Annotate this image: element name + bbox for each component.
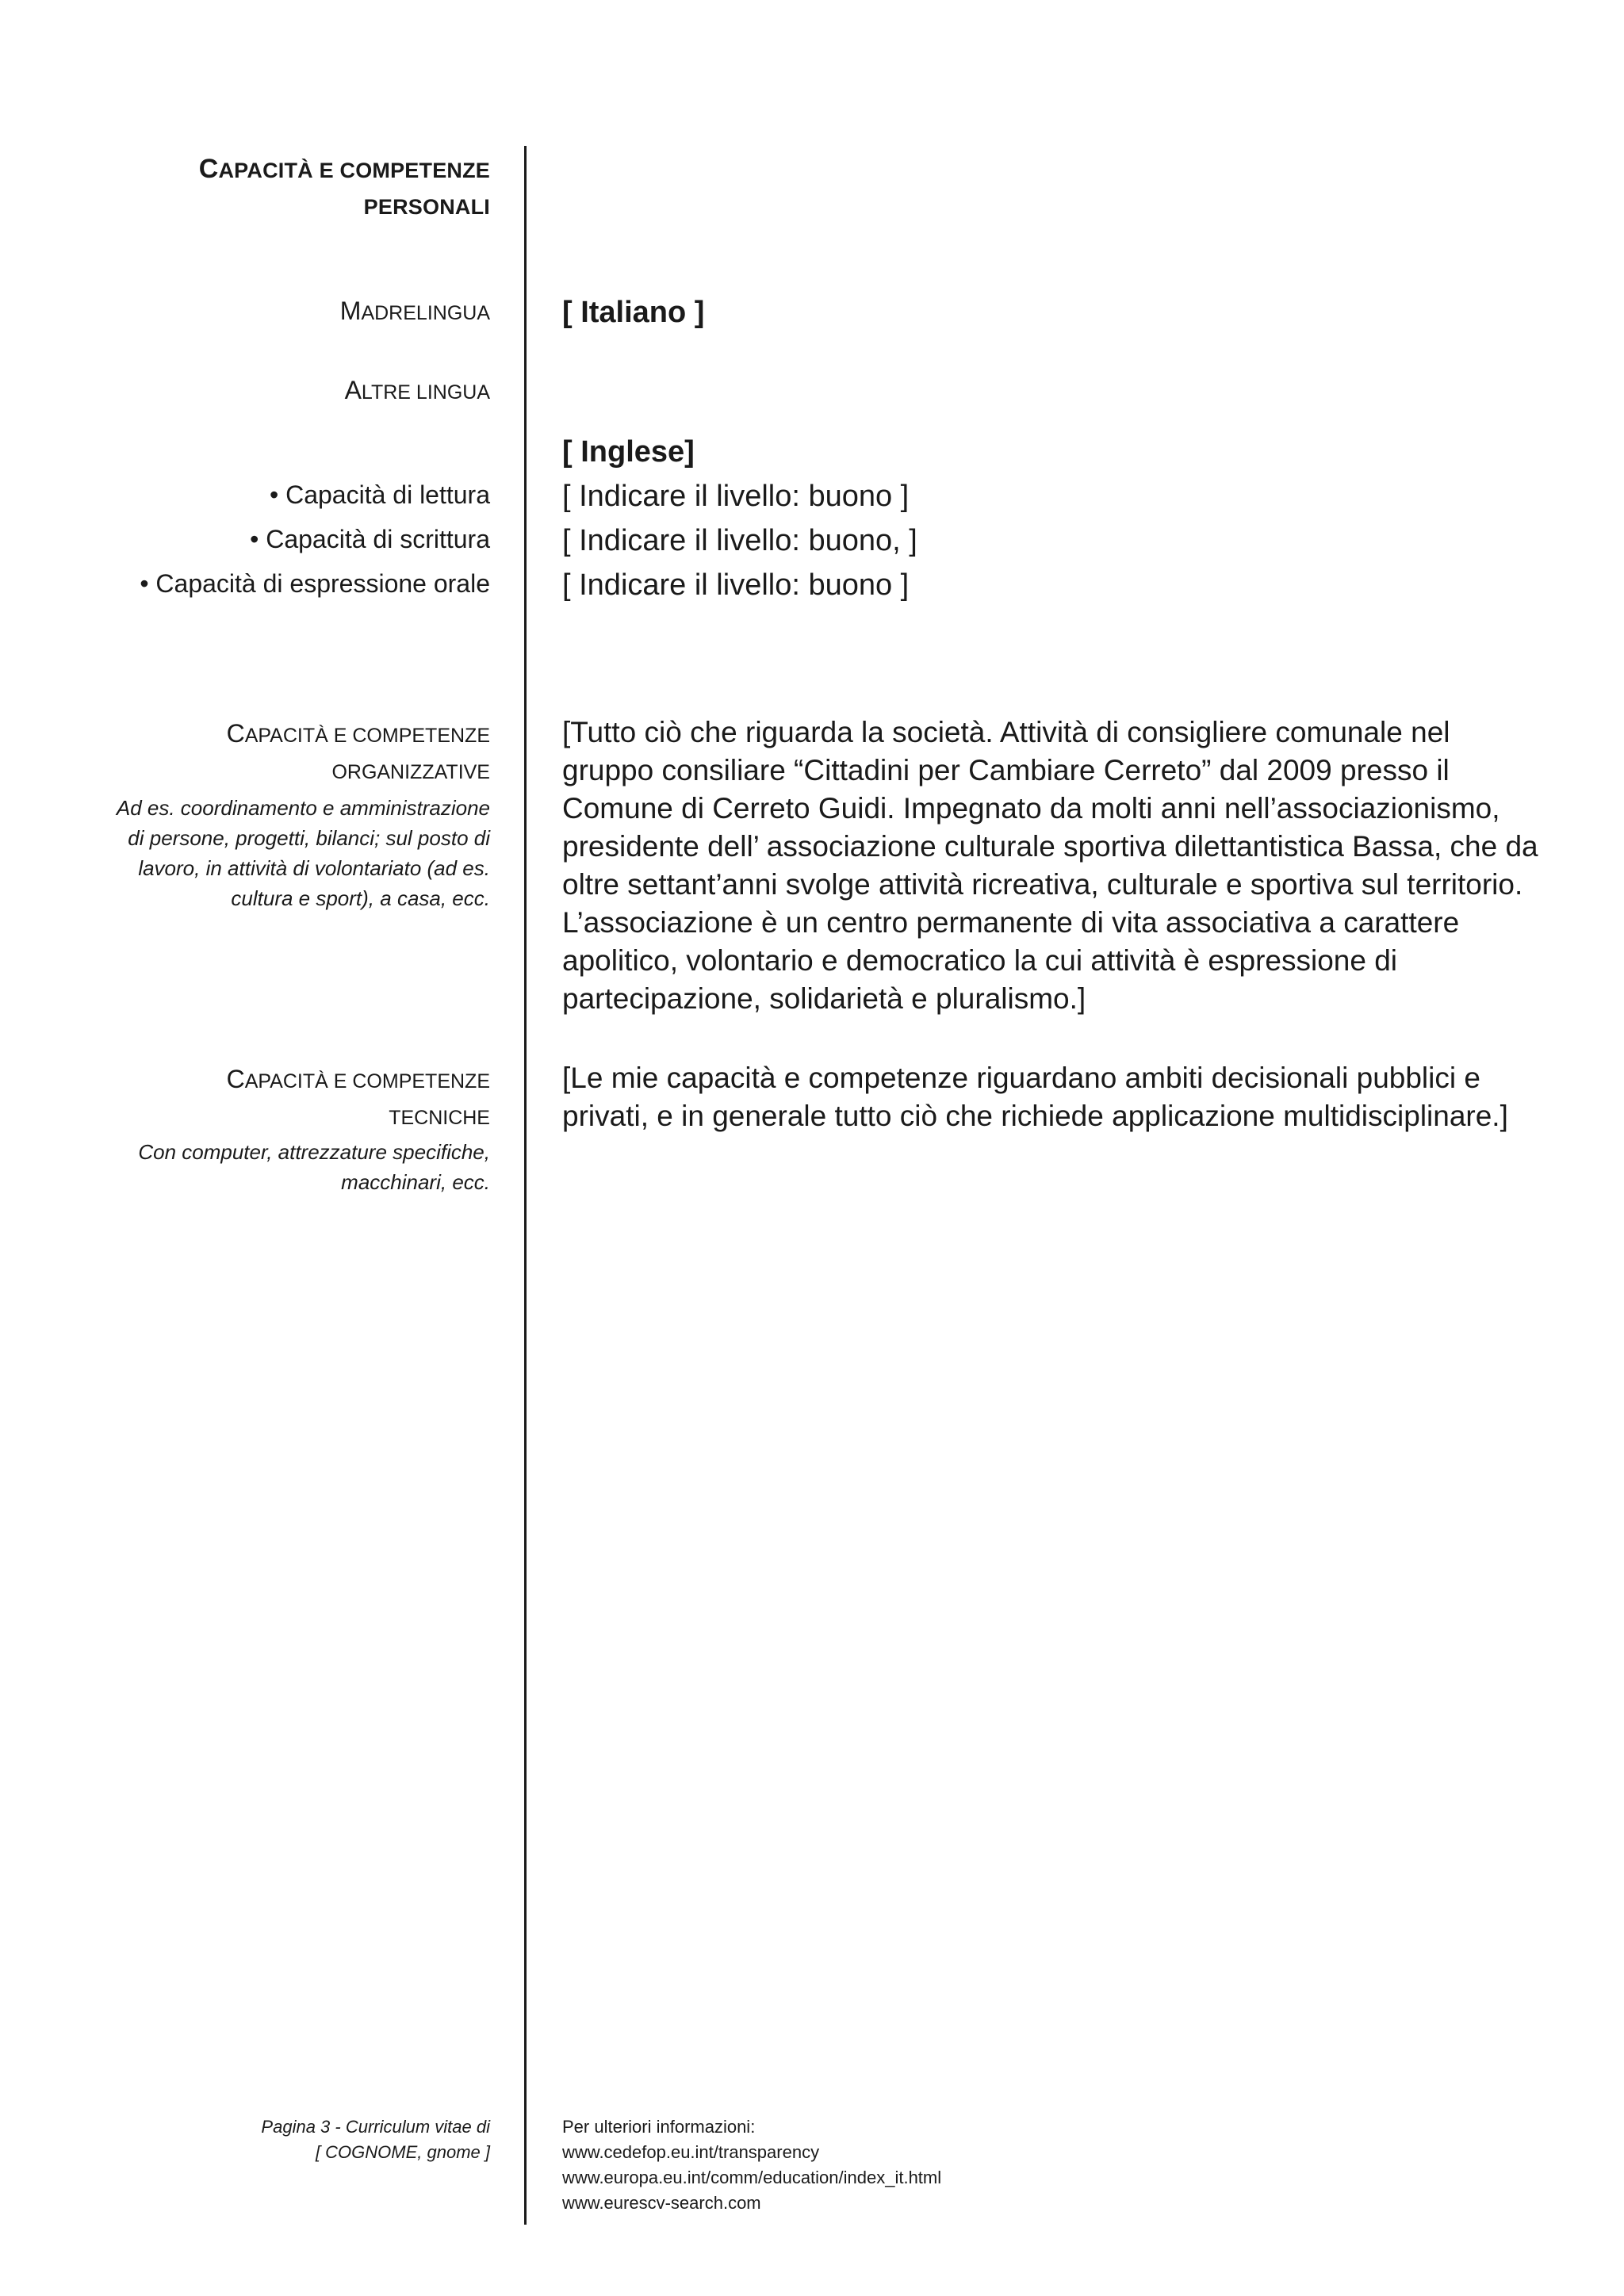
technical-skills-hint: Con computer, attrezzature specifiche, macchinari, ecc. (138, 1140, 490, 1194)
other-languages-label: ALTRE LINGUA (344, 376, 490, 404)
organizational-skills-heading: CAPACITÀ E COMPETENZE ORGANIZZATIVE (226, 719, 490, 783)
reading-skill-value: [ Indicare il livello: buono ] (562, 480, 910, 513)
organizational-skills-hint: Ad es. coordinamento e amministrazione di persone, progetti, bilanci; sul posto di lavoro, in attività di volontariato (ad es. cultura e sport), a casa, ecc. (116, 796, 490, 910)
mother-tongue-value: [ Italiano ] (562, 296, 705, 329)
footer-link-europa[interactable]: www.europa.eu.int/comm/education/index_it.html (562, 2168, 942, 2187)
footer-link-eurescv[interactable]: www.eurescv-search.com (562, 2193, 761, 2213)
footer-info-heading: Per ulteriori informazioni: (562, 2117, 756, 2137)
personal-skills-heading: CAPACITÀ E COMPETENZE PERSONALI (198, 154, 490, 219)
mother-tongue-label: MADRELINGUA (339, 297, 490, 325)
column-divider (524, 146, 527, 2225)
footer-link-cedefop[interactable]: www.cedefop.eu.int/transparency (562, 2142, 820, 2162)
footer-page-info: Pagina 3 - Curriculum vitae di [ COGNOME, gnome ] (261, 2117, 490, 2162)
speaking-skill-value: [ Indicare il livello: buono ] (562, 568, 910, 602)
technical-skills-heading: CAPACITÀ E COMPETENZE TECNICHE (226, 1065, 490, 1129)
writing-skill-label: • Capacità di scrittura (250, 525, 490, 553)
technical-skills-text: [Le mie capacità e competenze riguardano ambiti decisionali pubblici e privati, e in generale tutto ciò che richiede applicazione multidisciplinare.] (562, 1062, 1508, 1132)
speaking-skill-label: • Capacità di espressione orale (140, 569, 490, 598)
reading-skill-label: • Capacità di lettura (269, 480, 490, 509)
footer-links (562, 2114, 941, 2216)
organizational-skills-text: [Tutto ciò che riguarda la società. Attività di consigliere comunale nel gruppo consiliare “Cittadini per Cambiare Cerreto” dal 2009 presso il Comune di Cerreto Guidi. Impegnato da molti anni nell’associazionismo, presidente dell’ associazione culturale sportiva dilettantistica Bassa, che da oltre settant’anni svolge attività ricreativa, culturale e sportiva sul territorio. L’associazione è un centro permanente di vita associativa a carattere apolitico, volontario e democratico la cui attività è espressione di partecipazione, solidarietà e pluralismo.] (562, 716, 1538, 1015)
other-language-value: [ Inglese] (562, 435, 695, 469)
writing-skill-value: [ Indicare il livello: buono, ] (562, 524, 917, 557)
